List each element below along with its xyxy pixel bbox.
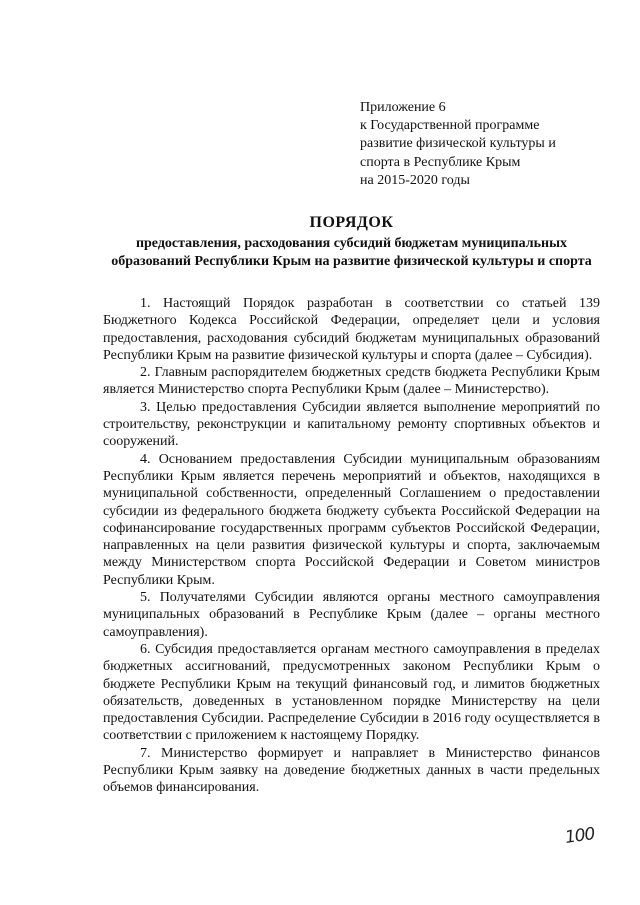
paragraph-1: 1. Настоящий Порядок разработан в соответствии со статьей 139 Бюджетного Кодекса Российской Федерации, определяет цели и условия предоставления, расходования субсидий бюджетам муниципальных образований Республики Крым на развитие физической культуры и спорта (далее – Субсидия). — [103, 296, 600, 363]
appendix-line: к Государственной программе — [360, 118, 540, 134]
paragraph-7: 7. Министерство формирует и направляет в Министерство финансов Республики Крым заявку на доведение бюджетных данных в части предельных объемов финансирования. — [103, 745, 600, 796]
paragraph-4: 4. Основанием предоставления Субсидии муниципальным образованиям Республики Крым является перечень мероприятий и объектов, находящихся в муниципальной собственности, определенный Соглашением о предоставлении субсидии из федерального бюджета бюджету субъекта Российской Федерации на софинансирование государственных программ субъектов Российской Федерации, направленных на цели развития физической культуры и спорта, заключаемым между Министерством спорта Российской Федерации и Советом министров Республики Крым. — [103, 451, 600, 588]
paragraph-3: 3. Целью предоставления Субсидии является выполнение мероприятий по строительству, реконструкции и капитальному ремонту спортивных объектов и сооружений. — [103, 399, 600, 450]
paragraph-2: 2. Главным распорядителем бюджетных средств бюджета Республики Крым является Министерство спорта Республики Крым (далее – Министерство). — [103, 365, 600, 398]
paragraph-6: 6. Субсидия предоставляется органам местного самоуправления в пределах бюджетных ассигнований, предусмотренных законом Республики Крым о бюджете Республики Крым на текущий финансовый год, и лимитов бюджетных обязательств, доведенных в установленном порядке Министерству на цели предоставления Субсидии. Распределение Субсидии в 2016 году осуществляется в соответствии с приложением к настоящему Порядку. — [103, 641, 600, 744]
appendix-note — [360, 99, 610, 190]
appendix-line: спорта в Республике Крым — [360, 154, 521, 170]
document-heading — [103, 213, 600, 271]
appendix-line: на 2015-2020 годы — [360, 172, 470, 188]
document-subtitle: предоставления, расходования субсидий бюджетам муниципальных образований Республики Крым на развитие физической культуры и спорта — [111, 236, 592, 269]
handwritten-page-number: 100 — [563, 824, 596, 848]
document-title: ПОРЯДОК — [309, 214, 394, 231]
appendix-line: развитие физической культуры и — [360, 136, 556, 152]
appendix-line: Приложение 6 — [360, 100, 446, 115]
document-body — [103, 295, 600, 797]
paragraph-5: 5. Получателями Субсидии являются органы местного самоуправления муниципальных образований в Республике Крым (далее – органы местного самоуправления). — [103, 590, 600, 640]
